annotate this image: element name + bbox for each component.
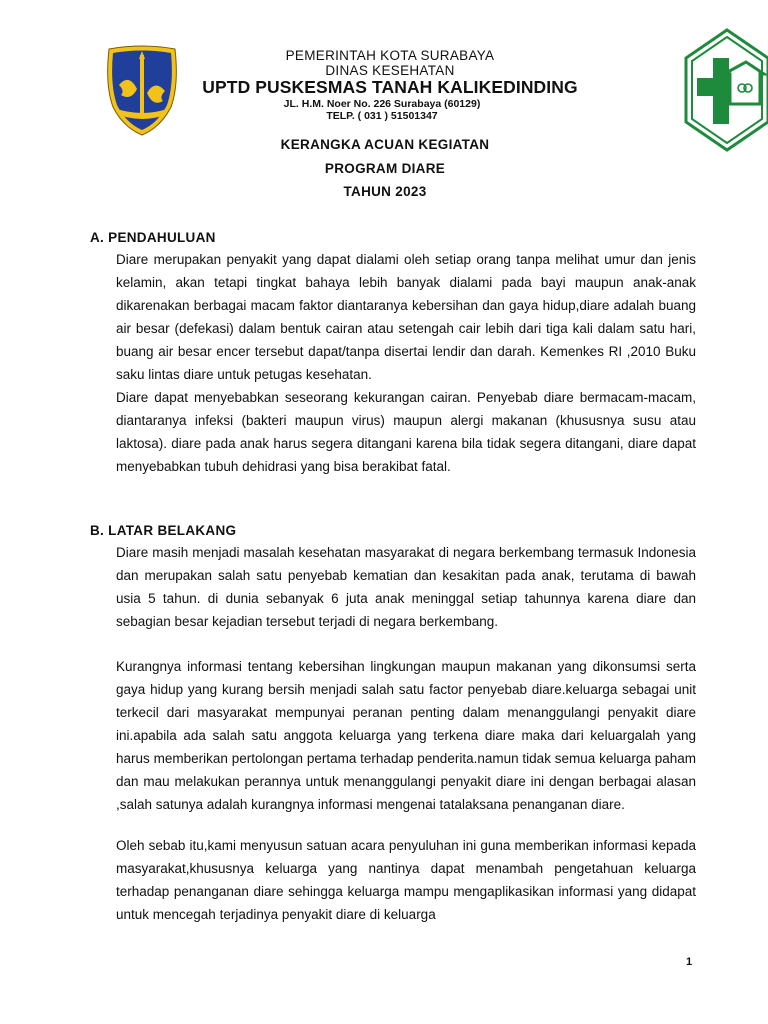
document-subtitle-program: PROGRAM DIARE: [324, 161, 446, 176]
paragraph: Diare masih menjadi masalah kesehatan masyarakat di negara berkembang termasuk Indonesia dan merupakan salah satu penyebab kematian dan kesakitan pada anak, terutama di bawah usia 5 tahun. di dunia sebanyak 6 juta anak meninggal setiap tahunnya karena diare dan sebagian besar kejadian tersebut terjadi di negara berkembang.: [116, 545, 696, 629]
section-heading-pendahuluan: A. PENDAHULUAN: [90, 230, 216, 245]
page-number: 1: [686, 956, 693, 968]
paragraph: Oleh sebab itu,kami menyusun satuan acara penyuluhan ini guna memberikan informasi kepada masyarakat,khususnya keluarga yang nantinya dapat menambah pengetahuan keluarga terhadap penanganan diare sehingga keluarga mampu mengaplikasikan informasi yang didapat untuk mencegah terjadinya penyakit diare di keluarga: [116, 838, 696, 922]
paragraph: Diare dapat menyebabkan seseorang kekurangan cairan. Penyebab diare bermacam-macam, diantaranya infeksi (bakteri maupun virus) maupun alergi makanan (khususnya susu atau laktosa). diare pada anak harus segera ditangani karena bila tidak segera ditangani, diare dapat menyebabkan tubuh dehidrasi yang bisa berakibat fatal.: [116, 390, 696, 474]
letterhead-department: DINAS KESEHATAN: [325, 63, 455, 78]
document-subtitle-year: TAHUN 2023: [343, 184, 427, 199]
letterhead-institution: UPTD PUSKESMAS TANAH KALIKEDINDING: [202, 77, 578, 97]
letterhead-address: JL. H.M. Noer No. 226 Surabaya (60129): [283, 98, 481, 110]
surabaya-emblem-logo: [103, 45, 181, 137]
paragraph: Diare merupakan penyakit yang dapat dialami oleh setiap orang tanpa melihat umur dan jenis kelamin, akan tetapi tingkat bahaya lebih banyak dialami pada bayi maupun anak-anak dikarenakan berbagai macam faktor diantaranya kebersihan dan gaya hidup,diare adalah buang air besar (defekasi) dalam bentuk cairan atau setengah cair lebih dari tiga kali dalam satu hari, buang air besar encer tersebut dapat/tanpa disertai lendir dan darah. Kemenkes RI ,2010 Buku saku lintas diare untuk petugas kesehatan.: [116, 252, 696, 382]
paragraph: Kurangnya informasi tentang kebersihan lingkungan maupun makanan yang dikonsumsi serta gaya hidup yang kurang bersih menjadi salah satu factor penyebab diare.keluarga sebagai unit terkecil dari masyarakat mempunyai peranan penting dalam menanggulangi penyakit diare ini.apabila ada salah satu anggota keluarga yang terkena diare maka dari keluargalah yang harus memberikan pertolongan pertama terhadap penderita.namun tidak semua keluarga paham dan mau melakukan perannya untuk menanggulangi penyakit diare ini dengan berbagai alasan ,salah satunya adalah kurangnya informasi mengenai tatalaksana penanganan diare.: [116, 659, 696, 812]
document-title: KERANGKA ACUAN KEGIATAN: [280, 137, 490, 152]
letterhead-government: PEMERINTAH KOTA SURABAYA: [285, 48, 495, 63]
section-heading-latar-belakang: B. LATAR BELAKANG: [90, 523, 237, 538]
letterhead-phone: TELP. ( 031 ) 51501347: [326, 110, 438, 122]
puskesmas-logo: [684, 28, 768, 152]
